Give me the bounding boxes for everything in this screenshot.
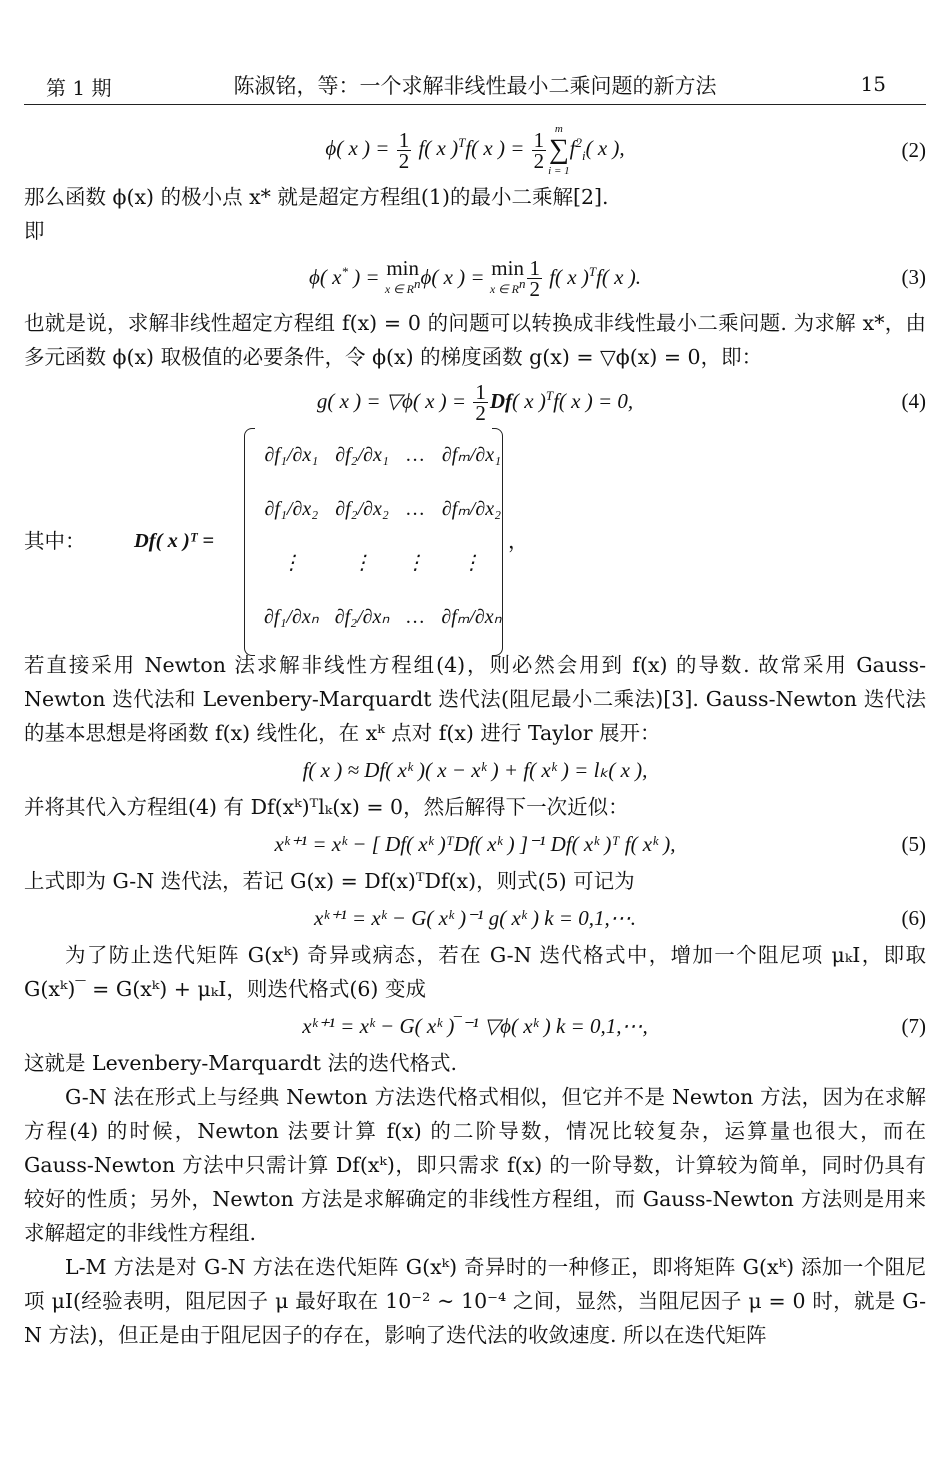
eq2-lhs: ϕ( x ) =	[325, 135, 395, 160]
equation-5: xᵏ⁺¹ = xᵏ − [ Df( xᵏ )ᵀDf( xᵏ ) ]⁻¹ Df( xᵏ )ᵀ f( xᵏ ), (5)	[24, 824, 926, 864]
eq2-rhs2: ( x ),	[585, 135, 625, 160]
equation-taylor: f( x ) ≈ Df( xᵏ )( x − xᵏ ) + f( xᵏ ) = lₖ( x ),	[302, 758, 648, 782]
eq2-sum: m ∑ i = 1	[548, 123, 570, 177]
matrix-row	[256, 428, 510, 482]
matrix-cell: ∂fₘ/∂xₙ	[441, 606, 502, 628]
matrix-cell: ⋮	[281, 552, 302, 574]
page-body	[24, 120, 926, 1352]
eq2-mid: f( x )	[413, 135, 459, 160]
eq3-frac: $\frac{1}{2}$	[529, 256, 540, 302]
equation-2: ϕ( x ) = $\frac{1}{2}$ f( x )$^T$f( x ) = $\frac{1}{2}$ m ∑ i = 1 $f^2_i$( x ), (2)	[325, 123, 926, 177]
matrix-row	[256, 590, 510, 644]
eq3-number: (3)	[901, 265, 926, 289]
matrix-cell: ∂f₁/∂xₙ	[264, 606, 319, 628]
eq5-number: (5)	[901, 832, 926, 856]
matrix-comma: ，	[508, 529, 529, 553]
matrix-lhs: Df( x )ᵀ =	[134, 530, 214, 552]
eq3-min-b: min x ∈ $R^n$	[489, 256, 526, 297]
paragraph-3: 也就是说，求解非线性超定方程组 f(x) = 0 的问题可以转换成非线性最小二乘问题. 为求解 x*，由多元函数 ϕ(x) 取极值的必要条件，令 ϕ(x) 的梯度函数 g(x) = ▽ϕ(x) = 0，即：	[24, 311, 926, 369]
equation-3: ϕ( x* ) = min x ∈ $R^n$ ϕ( x ) = min x ∈ $R^n$ $\frac{1}{2}$ f( x )$^T$f( x ). (3)	[309, 256, 926, 302]
matrix-row	[256, 536, 510, 590]
paragraph-9: G-N 法在形式上与经典 Newton 方法迭代格式相似，但它并不是 Newton 方法，因为在求解方程(4) 的时候，Newton 法要计算 f(x) 的二阶导数，情况比较复杂，运算量也很大，而在 Gauss-Newton 方法中只需计算 Df(xᵏ)，即只需求 f(x) 的一阶导数，计算较为简单，同时仍具有较好的性质；另外，Newton 方法是求解确定的非线性方程组，而 Gauss-Newton 方法则是用来求解超定的非线性方程组.	[24, 1085, 926, 1245]
matrix-cell: ∂f₂/∂xₙ	[334, 606, 390, 628]
matrix-label: 其中：	[24, 529, 86, 553]
paragraph-7: 为了防止迭代矩阵 G(xᵏ) 奇异或病态，若在 G-N 迭代格式中，增加一个阻尼项 μₖI，即取 G(xᵏ)‾ = G(xᵏ) + μₖI，则迭代格式(6) 变成	[24, 943, 926, 1001]
running-header	[24, 66, 926, 105]
eq2-mid2: f( x ) =	[465, 135, 530, 160]
eq6-number: (6)	[901, 906, 926, 930]
paragraph-4: 若直接采用 Newton 法求解非线性方程组(4)，则必然会用到 f(x) 的导数. 故常采用 Gauss-Newton 迭代法和 Levenbery-Marquardt 迭代法(阻尼最小二乘法)[3]. Gauss-Newton 迭代法的基本思想是将函数 f(x) 线性化，在 xᵏ 点对 f(x) 进行 Taylor 展开：	[24, 653, 926, 745]
article-title: 陈淑铭，等：一个求解非线性最小二乘问题的新方法	[233, 74, 717, 98]
eq2-frac-a: $\frac{1}{2}$	[398, 127, 410, 173]
matrix-left-bracket	[244, 428, 255, 656]
matrix-cell: ⋮	[461, 552, 482, 574]
matrix-cell: ⋮	[405, 552, 426, 574]
equation-7: xᵏ⁺¹ = xᵏ − G( xᵏ )‾⁻¹ ▽ϕ( xᵏ ) k = 0,1,⋯, (7)	[24, 1006, 926, 1046]
paragraph-2: 即	[24, 219, 45, 243]
eq7-number: (7)	[901, 1014, 926, 1038]
eq2-number: (2)	[901, 138, 926, 162]
matrix-cell: ∂fₘ/∂x₁	[441, 444, 502, 466]
issue-label: 第 1 期	[46, 76, 112, 100]
matrix-row	[256, 482, 510, 536]
equation-6: xᵏ⁺¹ = xᵏ − G( xᵏ )⁻¹ g( xᵏ ) k = 0,1,⋯. (6)	[24, 898, 926, 938]
eq4-frac: $\frac{1}{2}$	[475, 380, 486, 426]
matrix-cell: ∂f₁/∂x₂	[264, 498, 319, 520]
matrix-cell: ∂fₘ/∂x₂	[441, 498, 502, 520]
eq4-number: (4)	[901, 389, 926, 413]
paragraph-1: 那么函数 ϕ(x) 的极小点 x* 就是超定方程组(1)的最小二乘解[2].	[24, 185, 609, 209]
eq2-frac-b: $\frac{1}{2}$	[533, 127, 545, 173]
paragraph-8: 这就是 Levenbery-Marquardt 法的迭代格式.	[24, 1051, 457, 1075]
matrix-cell: ∂f₁/∂x₁	[264, 444, 319, 466]
equation-4: g( x ) = ▽ϕ( x ) = $\frac{1}{2}$ Df( x )$^T$f( x ) = 0, (4)	[316, 380, 926, 426]
eq2-rhs: f	[569, 135, 576, 160]
jacobian-matrix	[24, 428, 926, 648]
matrix-cell: …	[406, 606, 425, 628]
paragraph-10: L-M 方法是对 G-N 方法在迭代矩阵 G(xᵏ) 奇异时的一种修正，即将矩阵 G(xᵏ) 添加一个阻尼项 μI(经验表明，阻尼因子 μ 最好取在 10⁻² ~ 10⁻⁴ 之间，显然，当阻尼因子 μ = 0 时，就是 G-N 方法)，但正是由于阻尼因子的存在，影响了迭代法的收敛速度. 所以在迭代矩阵	[24, 1255, 926, 1347]
matrix-right-bracket	[492, 428, 503, 656]
matrix-table	[256, 428, 510, 644]
matrix-cell: …	[406, 444, 425, 466]
matrix-cell: ⋮	[352, 552, 373, 574]
page-number: 15	[860, 72, 886, 96]
matrix-cell: ∂f₂/∂x₂	[335, 498, 389, 520]
eq3-min-a: min x ∈ $R^n$	[384, 256, 421, 297]
paragraph-6: 上式即为 G-N 迭代法，若记 G(x) = Df(x)ᵀDf(x)，则式(5) 可记为	[24, 869, 635, 893]
matrix-cell: …	[406, 498, 425, 520]
matrix-cell: ∂f₂/∂x₁	[335, 444, 389, 466]
paragraph-5: 并将其代入方程组(4) 有 Df(xᵏ)ᵀlₖ(x) = 0，然后解得下一次近似：	[24, 795, 629, 819]
